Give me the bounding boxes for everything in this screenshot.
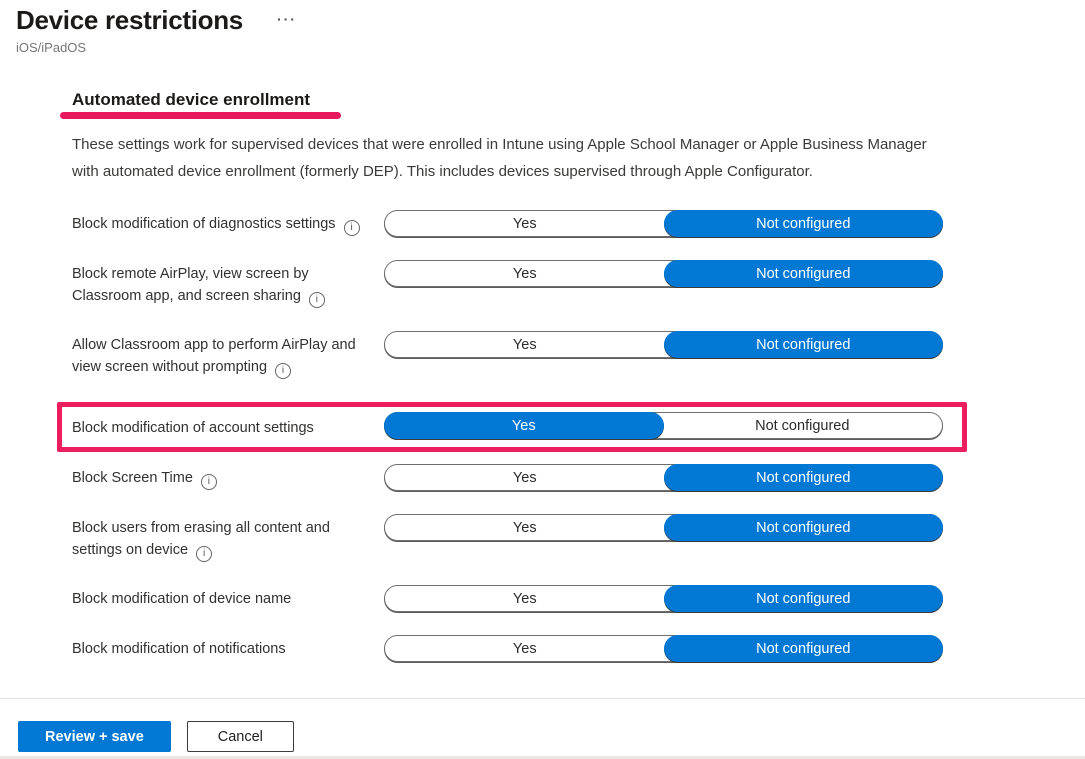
setting-row: [72, 514, 1085, 562]
setting-row: [72, 260, 1085, 308]
toggle-group: [384, 260, 943, 287]
toggle-option-yes[interactable]: Yes: [512, 590, 537, 607]
setting-label: [72, 464, 384, 490]
toggle-group: [384, 585, 943, 612]
toggle-group: [384, 412, 943, 439]
setting-label-text: Block modification of device name: [72, 591, 292, 607]
toggle-option-not-configured[interactable]: Not configured: [664, 585, 944, 612]
toggle-option-yes[interactable]: Yes: [384, 412, 664, 439]
toggle-group: [384, 464, 943, 491]
setting-label-text: Block users from erasing all content and settings on device: [72, 520, 330, 558]
toggle-option-not-configured[interactable]: Not configured: [664, 260, 944, 287]
setting-row: [72, 331, 1085, 379]
setting-label: [72, 585, 384, 610]
setting-label: [72, 260, 384, 308]
info-icon[interactable]: [275, 363, 291, 379]
setting-label-text: Block modification of notifications: [72, 641, 286, 657]
toggle-option-not-configured[interactable]: Not configured: [755, 417, 850, 434]
section-heading-block: [72, 90, 1085, 119]
setting-row: [72, 585, 1085, 612]
setting-label-text: Block modification of diagnostics settings: [72, 216, 336, 232]
section-description: These settings work for supervised devices that were enrolled in Intune using Apple School Manager or Apple Business Manager with automated device enrollment (formerly DEP). This includes devices supervised through Apple Configurator.: [72, 136, 927, 180]
setting-label-text: Block modification of account settings: [72, 420, 314, 436]
cancel-button[interactable]: Cancel: [187, 721, 294, 752]
info-icon[interactable]: [201, 474, 217, 490]
toggle-option-yes[interactable]: Yes: [512, 469, 537, 486]
setting-label-text: Allow Classroom app to perform AirPlay and view screen without prompting: [72, 337, 356, 375]
setting-label-text: Block remote AirPlay, view screen by Classroom app, and screen sharing: [72, 266, 309, 304]
info-icon[interactable]: [309, 292, 325, 308]
info-icon[interactable]: [196, 546, 212, 562]
setting-label-text: Block Screen Time: [72, 470, 193, 486]
setting-row: [72, 464, 1085, 491]
toggle-option-yes[interactable]: Yes: [512, 215, 537, 232]
annotation-underline: [60, 112, 341, 119]
section-heading: Automated device enrollment: [72, 90, 311, 109]
toggle-option-not-configured[interactable]: Not configured: [664, 331, 944, 358]
toggle-option-not-configured[interactable]: Not configured: [664, 464, 944, 491]
more-menu-icon[interactable]: ···: [276, 10, 297, 27]
page-title: Device restrictions: [16, 5, 243, 35]
setting-label: [72, 210, 384, 236]
setting-label: [72, 331, 384, 379]
setting-label: [72, 635, 384, 660]
settings-content: [0, 55, 1085, 698]
page-subtitle: iOS/iPadOS: [16, 40, 87, 55]
setting-label: [72, 412, 384, 439]
page-header: [0, 0, 1085, 55]
setting-row: [57, 402, 967, 452]
setting-label: [72, 514, 384, 562]
toggle-option-not-configured[interactable]: Not configured: [664, 210, 944, 237]
toggle-option-yes[interactable]: Yes: [512, 336, 537, 353]
toggle-option-not-configured[interactable]: Not configured: [664, 635, 944, 662]
toggle-option-not-configured[interactable]: Not configured: [664, 514, 944, 541]
toggle-option-yes[interactable]: Yes: [512, 519, 537, 536]
settings-list: [72, 210, 1085, 662]
toggle-option-yes[interactable]: Yes: [512, 640, 537, 657]
setting-row: [72, 635, 1085, 662]
toggle-group: [384, 514, 943, 541]
review-save-button[interactable]: Review + save: [18, 721, 171, 752]
toggle-group: [384, 210, 943, 237]
toggle-group: [384, 331, 943, 358]
title-row: [16, 5, 1069, 36]
setting-row: [72, 210, 1085, 237]
info-icon[interactable]: [344, 220, 360, 236]
toggle-option-yes[interactable]: Yes: [512, 265, 537, 282]
toggle-group: [384, 635, 943, 662]
footer-bar: [0, 698, 1085, 759]
